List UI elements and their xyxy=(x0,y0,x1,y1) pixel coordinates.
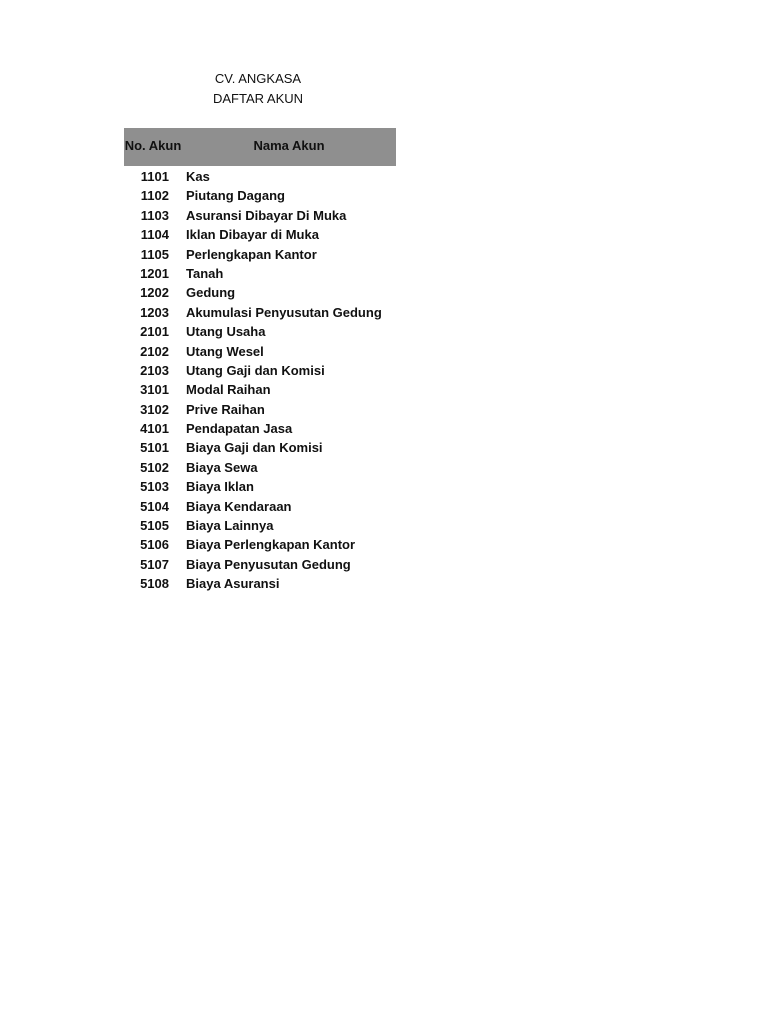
table-row xyxy=(124,458,396,477)
table-row xyxy=(124,361,396,380)
account-code: 2103 xyxy=(140,362,169,378)
table-row xyxy=(124,322,396,341)
table-row xyxy=(124,186,396,205)
account-name: Biaya Iklan xyxy=(186,479,254,495)
account-name: Biaya Lainnya xyxy=(186,518,274,534)
account-name: Pendapatan Jasa xyxy=(186,421,293,437)
table-row xyxy=(124,245,396,264)
account-name: Tanah xyxy=(186,265,224,281)
table-row xyxy=(124,555,396,574)
account-code: 5101 xyxy=(140,440,169,456)
table-row xyxy=(124,342,396,361)
account-code: 4101 xyxy=(140,421,169,437)
account-name: Biaya Gaji dan Komisi xyxy=(186,440,323,456)
account-code: 5102 xyxy=(140,459,169,475)
account-name: Biaya Perlengkapan Kantor xyxy=(186,537,356,553)
account-name: Perlengkapan Kantor xyxy=(186,246,317,262)
table-row xyxy=(124,535,396,554)
account-code: 5108 xyxy=(140,576,169,592)
table-row xyxy=(124,167,396,186)
account-code: 2101 xyxy=(140,324,169,340)
account-name: Utang Gaji dan Komisi xyxy=(186,362,325,378)
table-row xyxy=(124,497,396,516)
table-row xyxy=(124,574,396,593)
account-code: 1103 xyxy=(140,207,169,223)
account-name: Modal Raihan xyxy=(186,382,271,398)
account-name: Piutang Dagang xyxy=(186,188,285,204)
table-row xyxy=(124,400,396,419)
account-name: Prive Raihan xyxy=(186,401,265,417)
account-code: 1104 xyxy=(140,227,169,243)
account-code: 5105 xyxy=(140,518,169,534)
account-code: 1102 xyxy=(140,188,169,204)
account-name: Asuransi Dibayar Di Muka xyxy=(186,207,347,223)
account-name: Biaya Sewa xyxy=(186,459,258,475)
table-row xyxy=(124,477,396,496)
account-code: 1201 xyxy=(140,265,169,281)
account-code: 1203 xyxy=(140,304,169,320)
column-header-account-number: No. Akun xyxy=(124,138,182,153)
document-title: DAFTAR AKUN xyxy=(212,91,304,106)
account-code: 3102 xyxy=(140,401,169,417)
account-name: Gedung xyxy=(186,285,236,301)
account-name: Biaya Asuransi xyxy=(186,576,280,592)
account-name: Kas xyxy=(186,169,210,184)
account-name: Utang Usaha xyxy=(186,324,266,340)
company-name: CV. ANGKASA xyxy=(214,71,302,86)
table-row xyxy=(124,283,396,302)
table-header xyxy=(124,128,396,166)
account-list xyxy=(124,167,396,594)
account-name: Biaya Penyusutan Gedung xyxy=(186,556,351,572)
account-code: 5104 xyxy=(140,498,169,514)
account-name: Biaya Kendaraan xyxy=(186,498,292,514)
table-row xyxy=(124,516,396,535)
table-row xyxy=(124,419,396,438)
account-name: Iklan Dibayar di Muka xyxy=(186,227,319,243)
account-code: 5107 xyxy=(140,556,169,572)
table-row xyxy=(124,225,396,244)
account-name: Akumulasi Penyusutan Gedung xyxy=(186,304,382,320)
table-row xyxy=(124,206,396,225)
account-code: 2102 xyxy=(140,343,169,359)
account-code: 3101 xyxy=(140,382,169,398)
account-code: 1105 xyxy=(140,246,169,262)
account-name: Utang Wesel xyxy=(186,343,264,359)
account-code: 1202 xyxy=(140,285,169,301)
table-row xyxy=(124,380,396,399)
table-row xyxy=(124,264,396,283)
account-code: 5106 xyxy=(140,537,169,553)
account-code: 5103 xyxy=(140,479,169,495)
column-header-account-name: Nama Akun xyxy=(253,138,325,153)
table-row xyxy=(124,438,396,457)
account-code: 1101 xyxy=(140,169,169,184)
table-row xyxy=(124,303,396,322)
